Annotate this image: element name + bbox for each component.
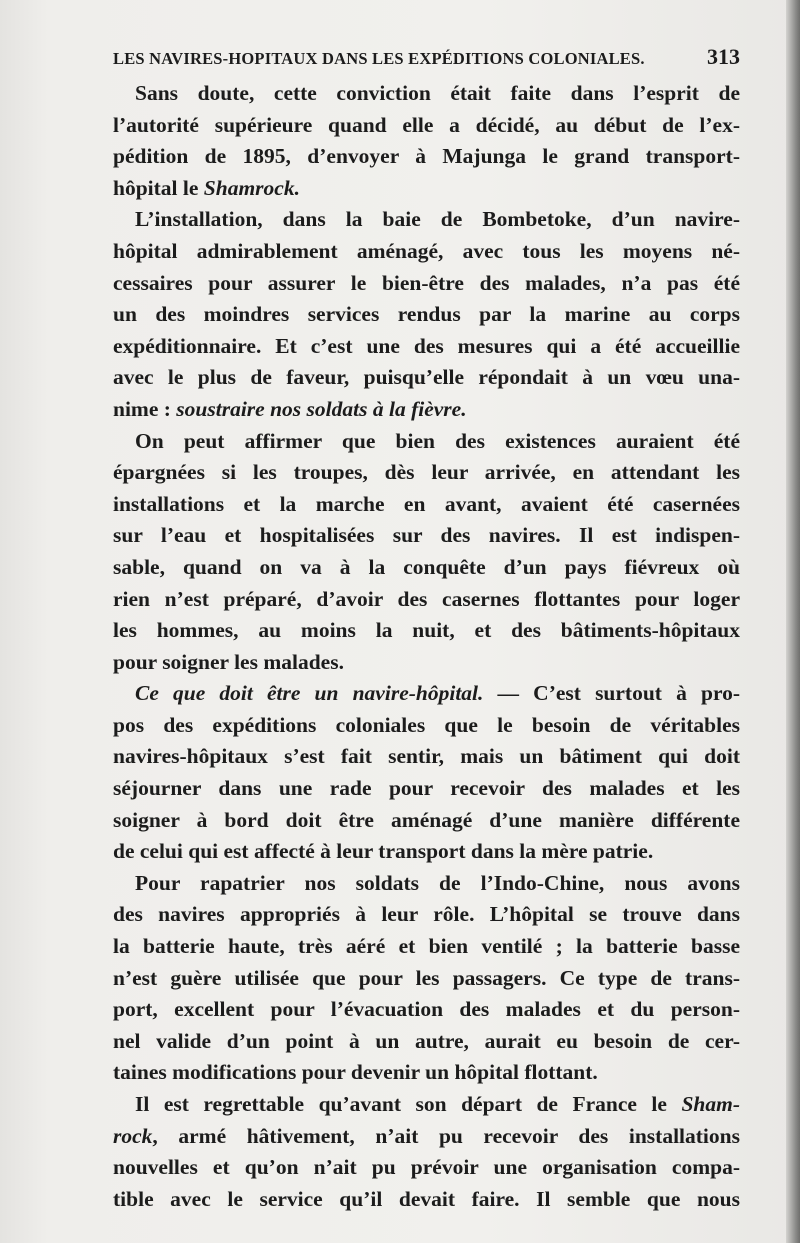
text-line: pos des expéditions coloniales que le besoin de véritables bbox=[113, 712, 740, 737]
text-line: hôpital le Shamrock. bbox=[113, 175, 300, 200]
running-head-title: LES NAVIRES-HOPITAUX DANS LES EXPÉDITIONS COLONIALES. bbox=[113, 49, 645, 68]
text-line: avec le plus de faveur, puisqu’elle répondait à un vœu una- bbox=[113, 365, 740, 390]
text-line: taines modifications pour devenir un hôpital flottant. bbox=[113, 1060, 598, 1085]
text-line: séjourner dans une rade pour recevoir des malades et les bbox=[113, 776, 740, 801]
text-line: l’autorité supérieure quand elle a décidé, au début de l’ex- bbox=[113, 112, 740, 137]
text-line: des navires appropriés à leur rôle. L’hôpital se trouve dans bbox=[113, 902, 740, 927]
text-line: L’installation, dans la baie de Bombetoke, d’un navire- bbox=[135, 207, 740, 232]
text-line: un des moindres services rendus par la marine au corps bbox=[113, 302, 740, 327]
text-line: les hommes, au moins la nuit, et des bâtiments-hôpitaux bbox=[113, 618, 740, 643]
page-number: 313 bbox=[707, 44, 740, 69]
text-line: rien n’est préparé, d’avoir des casernes flottantes pour loger bbox=[113, 586, 740, 611]
text-line: On peut affirmer que bien des existences auraient été bbox=[135, 428, 740, 453]
text-line: n’est guère utilisée que pour les passagers. Ce type de trans- bbox=[113, 965, 740, 990]
text-line: Sans doute, cette conviction était faite dans l’esprit de bbox=[135, 81, 740, 105]
text-line: de celui qui est affecté à leur transport dans la mère patrie. bbox=[113, 839, 654, 864]
text-line: expéditionnaire. Et c’est une des mesures qui a été accueillie bbox=[113, 333, 740, 358]
text-line: cessaires pour assurer le bien-être des malades, n’a pas été bbox=[113, 270, 740, 295]
text-line: Pour rapatrier nos soldats de l’Indo-Chine, nous avons bbox=[135, 870, 740, 895]
text-line: Il est regrettable qu’avant son départ de France le Sham- bbox=[135, 1092, 740, 1116]
text-line: navires-hôpitaux s’est fait sentir, mais un bâtiment qui doit bbox=[113, 744, 740, 769]
text-line: pédition de 1895, d’envoyer à Majunga le grand transport- bbox=[113, 144, 740, 169]
text-line: épargnées si les troupes, dès leur arrivée, en attendant les bbox=[113, 460, 740, 485]
text-line: sur l’eau et hospitalisées sur des navires. Il est indispen- bbox=[113, 523, 740, 548]
text-line: tible avec le service qu’il devait faire. Il semble que nous bbox=[113, 1186, 740, 1211]
text-line: soigner à bord doit être aménagé d’une manière différente bbox=[113, 807, 740, 832]
page-spine-shadow bbox=[786, 0, 800, 1243]
text-line: rock, armé hâtivement, n’ait pu recevoir des installations bbox=[113, 1123, 740, 1148]
text-line: nel valide d’un point à un autre, aurait eu besoin de cer- bbox=[113, 1028, 740, 1053]
running-head bbox=[113, 44, 740, 74]
text-line: la batterie haute, très aéré et bien ventilé ; la batterie basse bbox=[113, 934, 740, 959]
text-line: nouvelles et qu’on n’ait pu prévoir une organisation compa- bbox=[113, 1155, 740, 1180]
text-line: nime : soustraire nos soldats à la fièvre. bbox=[113, 396, 467, 421]
text-line: hôpital admirablement aménagé, avec tous les moyens né- bbox=[113, 238, 740, 263]
text-line: sable, quand on va à la conquête d’un pays fiévreux où bbox=[113, 554, 740, 579]
text-line: port, excellent pour l’évacuation des malades et du person- bbox=[113, 997, 740, 1022]
body-text bbox=[113, 78, 740, 1215]
text-line: pour soigner les malades. bbox=[113, 649, 344, 674]
section-heading-line: Ce que doit être un navire-hôpital. — C’est surtout à pro- bbox=[135, 681, 740, 706]
text-line: installations et la marche en avant, avaient été casernées bbox=[113, 491, 740, 516]
